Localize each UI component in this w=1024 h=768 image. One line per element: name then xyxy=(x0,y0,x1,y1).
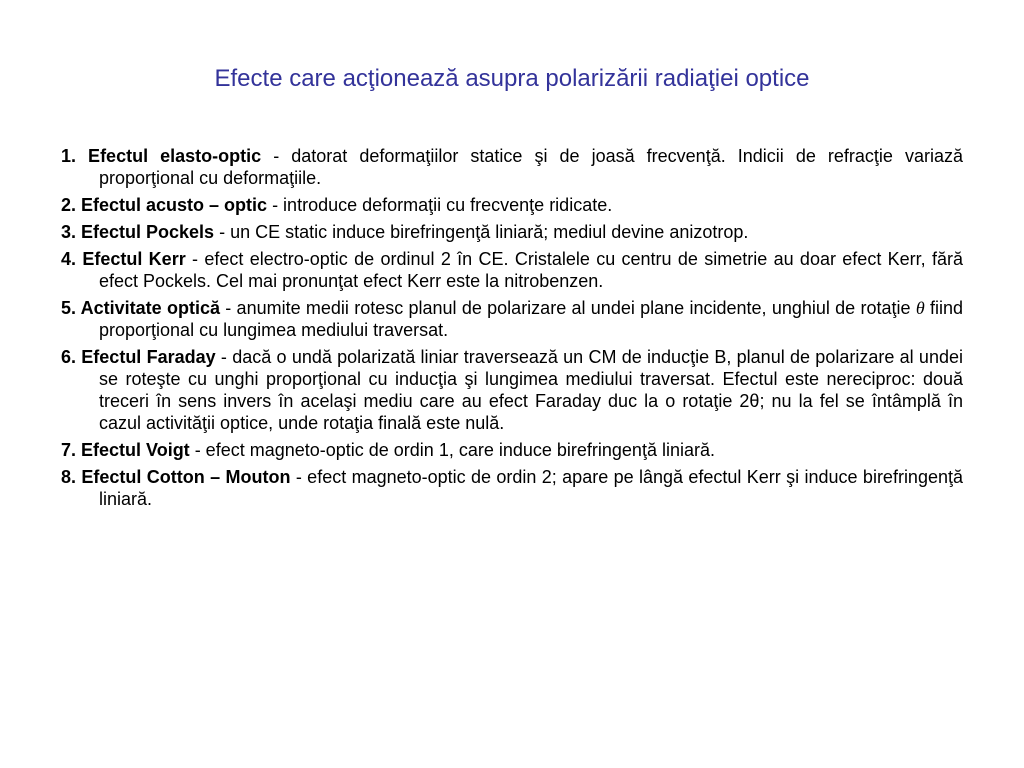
item-text: - efect electro-optic de ordinul 2 în CE. Cristalele cu centru de simetrie au doar efect Kerr, fără efect Pockels. Cel mai pronunţat efect Kerr este la nitrobenzen. xyxy=(99,249,964,291)
list-item-cotton-mouton xyxy=(61,466,963,510)
item-heading: 4. Efectul Kerr xyxy=(61,249,186,269)
item-heading: 5. Activitate optică xyxy=(61,298,220,318)
list-item-pockels xyxy=(61,221,963,243)
item-text: - un CE static induce birefringenţă liniară; mediul devine anizotrop. xyxy=(214,222,749,242)
item-heading: 2. Efectul acusto – optic xyxy=(61,195,268,215)
item-heading: 8. Efectul Cotton – Mouton xyxy=(61,467,291,487)
item-heading: 6. Efectul Faraday xyxy=(61,347,216,367)
list-item-activitate-optica xyxy=(61,297,963,341)
slide-title: Efecte care acţionează asupra polarizării radiaţiei optice xyxy=(214,65,810,92)
list-item-kerr xyxy=(61,248,963,292)
item-text: - dacă o undă polarizată liniar traversează un CM de inducţie B, planul de polarizare al undei se roteşte cu unghi proporţional cu inducţia şi lungimea mediului traversat. Efectul este nereciproc: două treceri în sens invers în acelaşi mediu care au efect Faraday duc la o rotaţie 2θ; nu la fel se întâmplă în cazul activităţii optice, unde rotaţia finală este nulă. xyxy=(99,347,963,433)
list-item-voigt xyxy=(61,439,963,461)
item-text: - datorat deformaţiilor statice şi de joasă frecvenţă. Indicii de refracţie variază proporţional cu deformaţiile. xyxy=(99,146,963,188)
list-item-faraday xyxy=(61,346,963,434)
list-item-acusto-optic xyxy=(61,194,963,216)
item-text: - efect magneto-optic de ordin 1, care induce birefringenţă liniară. xyxy=(189,440,715,460)
effects-list xyxy=(61,145,963,515)
item-heading: 1. Efectul elasto-optic xyxy=(61,146,262,166)
list-item-elasto-optic xyxy=(61,145,963,189)
theta-symbol: θ xyxy=(915,298,925,318)
item-heading: 3. Efectul Pockels xyxy=(61,222,215,242)
item-text: - anumite medii rotesc planul de polarizare al undei plane incidente, unghiul de rotaţie xyxy=(219,298,916,318)
item-text: - efect magneto-optic de ordin 2; apare pe lângă efectul Kerr şi induce birefringenţă liniară. xyxy=(99,467,963,509)
item-heading: 7. Efectul Voigt xyxy=(61,440,190,460)
item-text-continued: fiind proporţional cu lungimea mediului traversat. xyxy=(99,298,963,340)
item-text: - introduce deformaţii cu frecvenţe ridicate. xyxy=(267,195,613,215)
